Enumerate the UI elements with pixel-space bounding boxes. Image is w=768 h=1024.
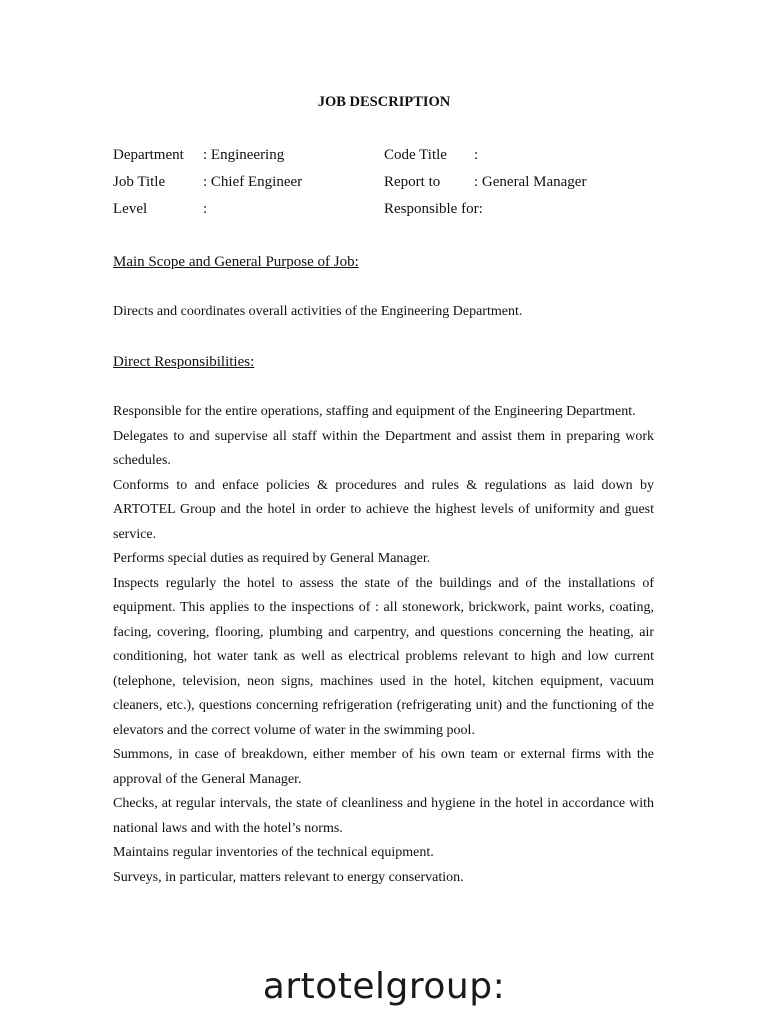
list-item: Conforms to and enface policies & procedures and rules & regulations as laid down by ARTOTEL Group and the hotel in order to achieve the highest levels of uniformity and guest service. bbox=[113, 477, 654, 542]
list-item: Maintains regular inventories of the technical equipment. bbox=[113, 845, 434, 860]
level-label: Level bbox=[113, 201, 148, 217]
list-item: Performs special duties as required by General Manager. bbox=[113, 551, 431, 566]
report-to-label: Report to bbox=[384, 174, 441, 190]
department-label: Department bbox=[113, 147, 184, 163]
level-value: : bbox=[203, 201, 208, 217]
direct-responsibilities-heading: Direct Responsibilities: bbox=[113, 354, 255, 370]
list-item: Delegates to and supervise all staff within the Department and assist them in preparing work schedules. bbox=[113, 428, 654, 468]
list-item: Inspects regularly the hotel to assess the state of the buildings and of the installations of equipment. This applies to the inspections of : all stonework, brickwork, paint works, coating, facing, covering, flooring, plumbing and carpentry, and questions concerning the heating, air conditioning, hot water tank as well as electrical problems relevant to high and low current (telephone, television, neon signs, machines used in the hotel, kitchen equipment, vacuum cleaners, etc.), questions concerning refrigeration (refrigerating unit) and the functioning of the elevators and the correct volume of water in the swimming pool. bbox=[113, 575, 654, 738]
code-title-value: : bbox=[474, 147, 479, 163]
artotel-logo: artotelgroup: bbox=[262, 966, 506, 1007]
department-value: : Engineering bbox=[203, 147, 285, 163]
code-title-label: Code Title bbox=[384, 147, 447, 163]
document-title: JOB DESCRIPTION bbox=[317, 94, 451, 110]
report-to-value: : General Manager bbox=[474, 174, 587, 190]
list-item: Summons, in case of breakdown, either member of his own team or external firms with the approval of the General Manager. bbox=[113, 747, 654, 787]
responsible-for-label: Responsible for: bbox=[384, 201, 483, 217]
list-item: Surveys, in particular, matters relevant to energy conservation. bbox=[113, 869, 464, 885]
list-item: Responsible for the entire operations, staffing and equipment of the Engineering Department. bbox=[113, 404, 636, 419]
list-item: Checks, at regular intervals, the state of cleanliness and hygiene in the hotel in accordance with national laws and with the hotel’s norms. bbox=[113, 796, 654, 836]
responsibilities-list bbox=[113, 400, 654, 890]
main-scope-heading: Main Scope and General Purpose of Job: bbox=[113, 254, 359, 270]
job-title-label: Job Title bbox=[113, 174, 166, 190]
job-title-value: : Chief Engineer bbox=[203, 174, 303, 190]
main-scope-text: Directs and coordinates overall activities of the Engineering Department. bbox=[113, 304, 523, 319]
